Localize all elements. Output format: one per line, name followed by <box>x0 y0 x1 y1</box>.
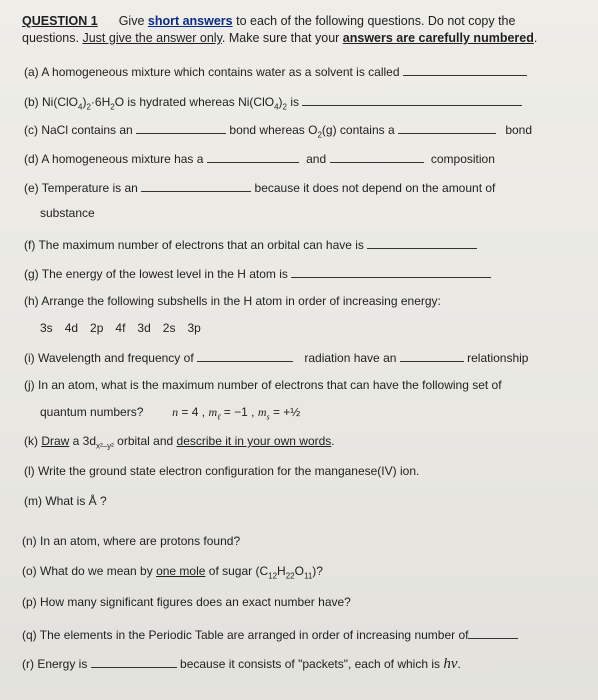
question-j: (j) In an atom, what is the maximum number of electrons that can have the following set of <box>24 378 502 392</box>
header-line-1: QUESTION 1 Give short answers to each of the following questions. Do not copy the <box>22 14 516 28</box>
question-q: (q) The elements in the Periodic Table are arranged in order of increasing number of <box>22 626 518 642</box>
answer-blank-g[interactable] <box>291 265 491 278</box>
question-h: (h) Arrange the following subshells in the H atom in order of increasing energy: <box>24 294 441 308</box>
question-k: (k) Draw a $3d_{x^2-y^2}$ orbital and describe it in your own words. <box>24 434 335 451</box>
answer-blank-i1[interactable] <box>197 349 293 362</box>
answer-blank-c1[interactable] <box>136 121 226 134</box>
subshell-item: 3s <box>40 321 53 335</box>
question-r: (r) Energy is because it consists of "packets", each of which is hν. <box>22 656 461 672</box>
question-e-cont: substance <box>40 206 95 220</box>
question-l: (l) Write the ground state electron configuration for the manganese(IV) ion. <box>24 464 420 478</box>
question-title: QUESTION 1 <box>22 14 98 28</box>
answer-blank-e[interactable] <box>141 179 251 192</box>
question-c: (c) NaCl contains an bond whereas $O_2(g)$ contains a bond <box>24 123 533 140</box>
question-o: (o) What do we mean by one mole of sugar $(C_{12}H_{22}O_{11})$? <box>22 564 323 581</box>
subshell-item: 3p <box>187 321 201 335</box>
subshell-item: 4f <box>115 321 126 335</box>
question-i: (i) Wavelength and frequency of radiation have an relationship <box>24 351 529 365</box>
question-g: (g) The energy of the lowest level in the H atom is <box>24 265 491 281</box>
subshell-item: 2s <box>162 321 176 335</box>
question-j-cont: quantum numbers? n = 4 , $m_\ell = -1$ , $m_s$ = +½ <box>40 405 301 422</box>
answer-blank-d1[interactable] <box>207 150 299 163</box>
answer-blank-a[interactable] <box>403 63 527 76</box>
question-n: (n) In an atom, where are protons found? <box>22 534 241 548</box>
question-b: (b) $Ni(ClO_4)_2\cdot 6H_2O$ is hydrated whereas $Ni(ClO_4)_2$ is <box>24 93 522 111</box>
subshell-item: 2p <box>90 321 104 335</box>
answer-blank-r[interactable] <box>91 655 177 668</box>
subshell-list <box>40 321 201 335</box>
answer-blank-b[interactable] <box>302 93 522 106</box>
answer-blank-i2[interactable] <box>400 349 464 362</box>
short-answers-emphasis: short answers <box>147 14 233 28</box>
answer-blank-q[interactable] <box>468 626 518 639</box>
question-d: (d) A homogeneous mixture has a and composition <box>24 152 495 166</box>
question-m: (m) What is Å ? <box>24 494 107 508</box>
answer-blank-d2[interactable] <box>330 150 424 163</box>
header-line-2: questions. Just give the answer only. Make sure that your answers are carefully numbered. <box>22 31 538 45</box>
question-f: (f) The maximum number of electrons that an orbital can have is <box>24 236 477 252</box>
question-p: (p) How many significant figures does an exact number have? <box>22 595 351 609</box>
answer-blank-f[interactable] <box>367 236 477 249</box>
question-a: (a) A homogeneous mixture which contains water as a solvent is called <box>24 63 527 79</box>
subshell-item: 4d <box>64 321 79 335</box>
question-e: (e) Temperature is an because it does not depend on the amount of <box>24 181 496 195</box>
answer-blank-c2[interactable] <box>398 121 496 134</box>
subshell-item: 3d <box>137 321 151 335</box>
